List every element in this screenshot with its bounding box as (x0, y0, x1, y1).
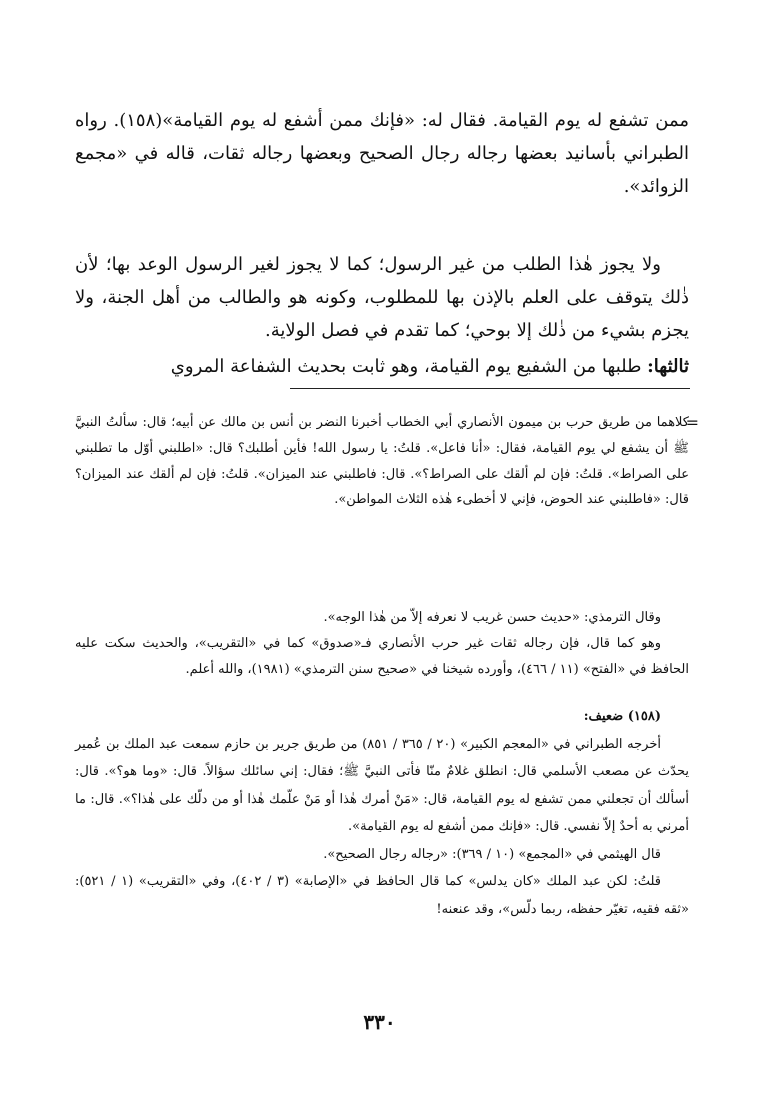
footnote-continuation-paragraph-3: وهو كما قال، فإن رجاله ثقات غير حرب الأنصاري فـ«صدوق» كما في «التقريب»، والحديث سكت عليه الحافظ في «الفتح» (١١ / ٤٦٦)، وأورده شيخنا في «صحيح سنن الترمذي» (١٩٨١)، والله أعلم. (75, 635, 689, 677)
footnote-158-title: (١٥٨) ضعيف: (583, 709, 661, 724)
main-paragraph-1-text: ممن تشفع له يوم القيامة. فقال له: «فإنك ممن أشفع له يوم القيامة»(١٥٨). رواه الطبراني بأسانيد بعضها رجاله رجال الصحيح وبعضها رجاله ثقات، قاله في «مجمع الزوائد». (75, 110, 689, 197)
footnote-158 (75, 703, 689, 923)
footnote-158-paragraph-2: قال الهيثمي في «المجمع» (١٠ / ٣٦٩): «رجاله رجال الصحيح». (323, 846, 661, 862)
main-paragraph-3 (75, 350, 689, 383)
footnote-continuation (75, 410, 699, 513)
continuation-marker: = (685, 413, 699, 432)
main-paragraph-3-text: طلبها من الشفيع يوم القيامة، وهو ثابت بحديث الشفاعة المروي (170, 356, 642, 377)
footnote-continuation-remarks (75, 605, 689, 682)
footnote-158-paragraph-1: أخرجه الطبراني في «المعجم الكبير» (٢٠ / ٣٦٥ / ٨٥١) من طريق جرير بن حازم سمعت عبد الملك بن عُمير يحدّث عن مصعب الأسلمي قال: انطلق غلامٌ منّا فأتى النبيَّ ﷺ؛ فقال: إني سائلك سؤالاً. قال: «وما هو؟». قال: أسألك أن تجعلني ممن تشفع له يوم القيامة، قال: «مَنْ أمرك هٰذا أو مَنْ علّمك هٰذا أو من دلّك على هٰذا؟». قال: ما أمرني به أحدٌ إلاّ نفسي. قال: «فإنك ممن أشفع له يوم القيامة». (75, 736, 689, 834)
footnote-continuation-paragraph-1: كلاهما من طريق حرب بن ميمون الأنصاري أبي الخطاب أخبرنا النضر بن أنس بن مالك عن أبيه؛ قال: سألتُ النبيَّ ﷺ أن يشفع لي يوم القيامة، فقال: «أنا فاعل». قلتُ: يا رسول الله! فأين أطلبك؟ قال: «اطلبني أوّل ما تطلبني على الصراط». قلتُ: فإن لم ألقك على الصراط؟». قال: فاطلبني عند الميزان». قلتُ: فإن لم ألقك عند الميزان؟ قال: «فاطلبني عند الحوض، فإني لا أخطىء هٰذه الثلاث المواطن». (75, 415, 689, 508)
main-paragraph-1 (75, 104, 689, 203)
section-heading-third: ثالثها: (647, 356, 689, 377)
footnote-continuation-paragraph-2: وقال الترمذي: «حديث حسن غريب لا نعرفه إلاّ من هٰذا الوجه». (323, 610, 661, 625)
footnote-158-paragraph-3: قلتُ: لكن عبد الملك «كان يدلس» كما قال الحافظ في «الإصابة» (٣ / ٤٠٢)، وفي «التقريب» (١ / ٥٢١): «ثقه فقيه، تغيّر حفظه، ربما دلّس»، وقد عنعنه! (75, 874, 689, 917)
page-number: ٣٣٠ (363, 1010, 396, 1034)
main-paragraph-2-text: ولا يجوز هٰذا الطلب من غير الرسول؛ كما لا يجوز لغير الرسول الوعد بها؛ لأن ذٰلك يتوقف على العلم بالإذن بها للمطلوب، وكونه هو والطالب من أهل الجنة، ولا يجزم بشيء من ذٰلك إلا بوحي؛ كما تقدم في فصل الولاية. (75, 254, 689, 341)
footnote-separator-line (290, 388, 690, 389)
main-paragraph-2 (75, 248, 689, 347)
